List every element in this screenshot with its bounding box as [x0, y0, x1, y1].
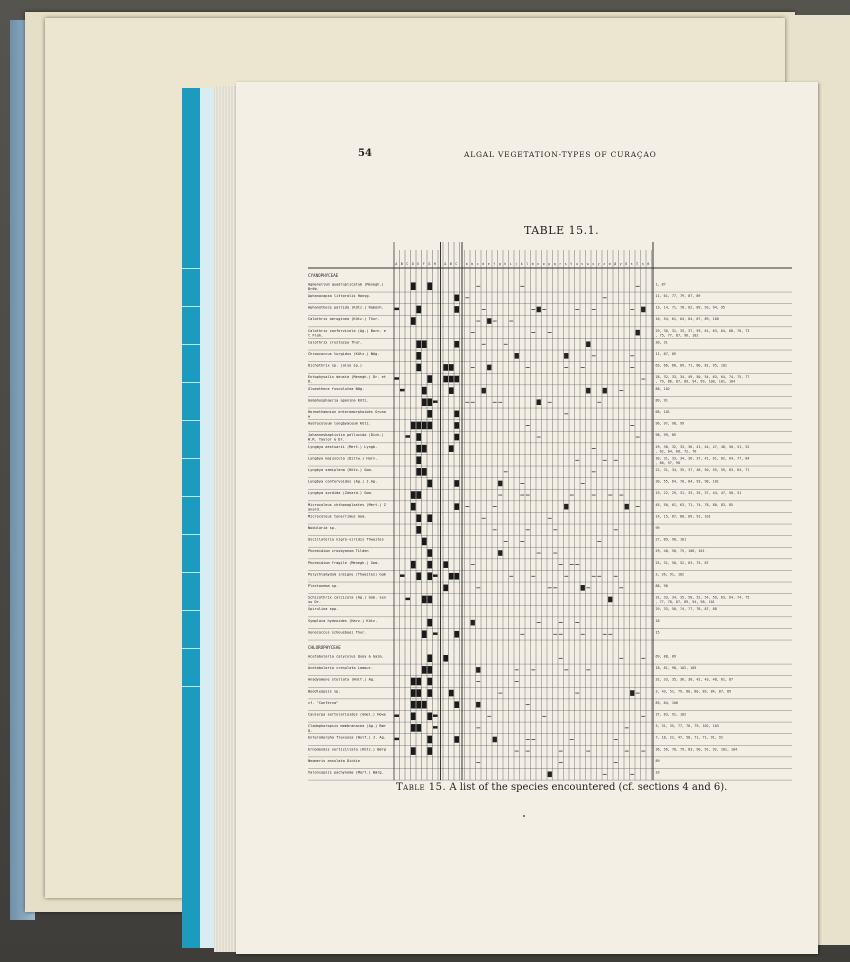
station-numbers-cont: , 79, 86, 87, 89, 94, 99, 100, 101, 104 [655, 379, 736, 384]
caption-text: A list of the species encountered (cf. sections 4 and 6). [449, 782, 728, 793]
column-header-label: A [395, 262, 398, 266]
abundance-mark [422, 596, 427, 604]
index-tab-strip-light [200, 88, 214, 948]
abundance-mark [416, 352, 421, 360]
abundance-mark [449, 376, 454, 383]
station-numbers: 45, 50, 61, 63, 71, 74, 78, 80, 83, 85 [655, 502, 734, 507]
abundance-mark [515, 353, 519, 359]
column-header-label: q [553, 262, 556, 266]
presence-mark [406, 435, 411, 438]
abundance-mark [416, 689, 421, 697]
running-head: ALGAL VEGETATION-TYPES OF CURAÇAO [464, 150, 657, 159]
abundance-mark [443, 655, 448, 662]
abundance-mark [537, 307, 541, 313]
abundance-mark [476, 702, 480, 708]
column-header-label: l [526, 262, 529, 266]
station-numbers: 33 [655, 770, 660, 775]
abundance-mark [454, 701, 459, 708]
abundance-mark [416, 701, 421, 709]
species-name: Calothrix confervicola (Ag.) Born. e [308, 328, 386, 333]
column-header-label: e [487, 262, 490, 266]
species-name: Schizothrix calcicola (Ag.) Gom. sen [308, 595, 386, 600]
station-numbers: 15 [655, 630, 660, 635]
presence-mark [433, 714, 438, 717]
species-name: Phormidium fragile (Menegh.) Gom. [308, 560, 380, 565]
abundance-mark [422, 630, 427, 638]
abundance-mark [427, 619, 432, 627]
abundance-mark [630, 690, 634, 696]
abundance-mark [416, 514, 421, 522]
station-numbers: 31, 33, 34, 35, 50, 52, 54, 59, 63, 64, 74, 75 [655, 595, 750, 600]
column-header-label: n [537, 262, 540, 266]
abundance-mark [422, 398, 427, 406]
species-name: Gloeothece fuscolutea Näg. [308, 386, 365, 391]
abundance-mark [454, 306, 459, 313]
presence-mark [433, 726, 438, 729]
abundance-mark [427, 282, 432, 290]
species-author: . [308, 751, 311, 756]
column-header-label: u [575, 262, 578, 266]
column-header-label: B [449, 262, 452, 266]
abundance-mark [411, 561, 416, 569]
species-author: w [308, 414, 311, 419]
abundance-mark [411, 282, 416, 290]
tab-divider [182, 382, 200, 383]
station-numbers: 11, 61, 77, 79, 87, 89 [655, 294, 701, 299]
abundance-mark [625, 504, 629, 510]
column-header-label: H [433, 262, 436, 266]
station-numbers: 25, 31, 50, 52, 63, 75, 87 [655, 560, 709, 565]
abundance-mark [454, 295, 459, 302]
abundance-mark [427, 561, 432, 569]
abundance-mark [487, 318, 491, 324]
species-name: Chroococcus turgidus (Kütz.) Näg. [308, 352, 380, 357]
abundance-mark [427, 410, 432, 418]
abundance-mark [416, 678, 421, 686]
presence-mark [395, 714, 400, 717]
column-header-label: α [608, 262, 611, 266]
station-numbers: 32, 33, 35, 36, 38, 42, 43, 48, 61, 87 [655, 677, 734, 682]
abundance-mark [449, 445, 454, 452]
presence-mark [433, 574, 438, 577]
abundance-mark [427, 572, 432, 580]
abundance-mark [498, 550, 502, 556]
abundance-mark [443, 376, 448, 383]
abundance-mark [416, 491, 421, 499]
abundance-mark [443, 364, 448, 371]
column-header-label: δ [625, 262, 628, 266]
species-name: Nodularia sp. [308, 526, 337, 531]
abundance-mark [411, 747, 416, 755]
abundance-mark [454, 341, 459, 348]
station-numbers-cont: , 77, 78, 87, 89, 94, 98, 101 [655, 600, 715, 605]
station-numbers: 88, 102 [655, 386, 670, 391]
station-numbers: 18 [655, 618, 660, 623]
abundance-mark [416, 364, 421, 372]
abundance-mark [476, 667, 480, 673]
station-numbers: 19, 22, 29, 31, 33, 35, 37, 44, 47, 50, 51 [655, 491, 742, 496]
species-name: Entophysalis deusta (Menegh.) Dr. et [308, 375, 386, 380]
column-header-label: g [498, 262, 501, 266]
abundance-mark [427, 654, 432, 662]
station-numbers: 30, 55, 64, 70, 84, 93, 98, 101 [655, 479, 719, 484]
abundance-mark [454, 411, 459, 418]
species-name: Plectonema sp. [308, 584, 339, 589]
abundance-mark [482, 388, 486, 394]
column-header-label: j [515, 262, 518, 266]
species-name: Boodleopsis sp. [308, 689, 341, 694]
abundance-mark [603, 388, 607, 394]
abundance-mark [454, 376, 459, 383]
table-title: TABLE 15.1. [524, 224, 600, 237]
abundance-mark [427, 398, 432, 406]
species-name: Acetabularia calyculus Quoy & Gaim. [308, 654, 384, 659]
station-numbers: 30, 31 [655, 340, 668, 345]
column-header-label: d [482, 262, 485, 266]
species-name: Enteromorpha flexuosa (Wulf.) J. Ag. [308, 735, 386, 740]
station-numbers: 29, 48, 50, 75, 100, 101 [655, 549, 705, 554]
station-numbers: 29, 33, 50, 74, 77, 78, 87, 88 [655, 607, 717, 612]
abundance-mark [564, 504, 568, 510]
abundance-mark [427, 596, 432, 604]
tab-divider [182, 572, 200, 573]
species-name: Oscillatoria nigro-viridis Thwaites [308, 537, 384, 542]
abundance-mark [416, 572, 421, 580]
abundance-mark [454, 503, 459, 510]
station-numbers: 99 [655, 526, 660, 531]
station-numbers: 63, 66, 68, 69, 71, 80, 81, 95, 101 [655, 363, 727, 368]
species-name: Cladophoropsis membranacea (Ag.) Bør [308, 724, 386, 729]
station-numbers: 11, 87, 89 [655, 352, 676, 357]
tab-divider [182, 268, 200, 269]
abundance-mark [427, 747, 432, 755]
abundance-mark [416, 445, 421, 453]
column-header-label: A [444, 262, 447, 266]
station-numbers-cont: , 75, 77, 87, 96, 102 [655, 333, 699, 338]
column-header-label: v [581, 262, 584, 266]
abundance-mark [636, 330, 640, 336]
table-caption [396, 782, 727, 793]
abundance-mark [498, 481, 502, 487]
column-header-label: z [603, 262, 606, 266]
station-numbers: 29, 30, 31, 33, 37, 59, 61, 63, 64, 68, 70, 73 [655, 328, 750, 333]
abundance-mark [641, 307, 645, 313]
page-number: 54 [358, 148, 372, 159]
abundance-mark [422, 445, 427, 453]
species-author: Bréb. [308, 286, 319, 291]
abundance-mark [411, 503, 416, 511]
column-header-label: D [411, 262, 414, 266]
species-name: Agmenellum quadruplicatum (Menegh.) [308, 282, 384, 287]
species-name: Symploca hydnoides (Harv.) Kütz. [308, 618, 378, 623]
presence-mark [433, 632, 438, 635]
column-header-label: ε [630, 262, 633, 266]
species-name: Hormothamnion enteromorphoides Gruno [308, 410, 386, 415]
page-mark [523, 815, 525, 817]
species-table [306, 242, 796, 775]
column-header-label: w [586, 262, 589, 266]
station-numbers: 88, 98 [655, 584, 668, 589]
abundance-mark [586, 388, 590, 394]
species-name: Calothrix crustacea Thur. [308, 340, 363, 345]
abundance-mark [449, 690, 454, 697]
species-name: Johannesbaptistia pellucida (Dick.) [308, 433, 384, 438]
station-numbers: 69, 88, 89 [655, 654, 676, 659]
species-name: Lyngbya sordida (Zanard.) Gom. [308, 491, 373, 496]
abundance-mark [449, 573, 454, 580]
species-name: Phormidium crosbyanum Tilden [308, 549, 369, 554]
index-tab-strip [182, 88, 200, 948]
abundance-mark [416, 340, 421, 348]
tab-divider [182, 496, 200, 497]
column-header-label: E [417, 262, 420, 266]
species-author: D. [308, 379, 313, 384]
abundance-mark [422, 666, 427, 674]
abundance-mark [411, 422, 416, 430]
column-header-label: θ [647, 262, 650, 266]
column-header-label: ζ [636, 262, 639, 266]
abundance-mark [411, 724, 416, 732]
section-header: CHLOROPHYCEAE [308, 645, 341, 651]
abundance-mark [608, 597, 612, 603]
column-header-label: η [641, 262, 644, 266]
abundance-mark [416, 724, 421, 732]
abundance-mark [581, 585, 585, 591]
abundance-mark [416, 306, 421, 314]
station-numbers: 89, 91 [655, 398, 668, 403]
abundance-mark [427, 678, 432, 686]
tab-divider [182, 458, 200, 459]
presence-mark [395, 738, 400, 741]
abundance-mark [454, 631, 459, 638]
column-header-label: B [400, 262, 403, 266]
station-numbers: 29, 30, 32, 33, 36, 41, 44, 47, 48, 50, 51, 52 [655, 444, 750, 449]
tab-divider [182, 344, 200, 345]
species-name: Spirulina spp. [308, 607, 339, 612]
column-header-label: γ [619, 262, 622, 266]
species-name: Hydrocoleum lyngbyaceum Kütz. [308, 421, 371, 426]
species-name: Lyngbya aestuarii (Mert.) Lyngb. [308, 444, 378, 449]
species-name: Acetabularia crenulata Lamour. [308, 666, 373, 671]
column-header-label: y [597, 262, 600, 266]
column-header-label: s [564, 262, 567, 266]
abundance-mark [564, 353, 568, 359]
abundance-mark [416, 433, 421, 441]
abundance-mark [454, 422, 459, 429]
abundance-mark [427, 736, 432, 744]
abundance-mark [422, 340, 427, 348]
column-header-label: k [520, 262, 523, 266]
abundance-mark [411, 317, 416, 325]
species-name: Polychlamydum insigne (Thwaites) Gom [308, 572, 386, 577]
abundance-mark [411, 491, 416, 499]
station-numbers-cont: , 86, 97, 98 [655, 460, 680, 465]
species-name: Anadyomene stellata (Wulf.) Ag. [308, 677, 376, 682]
column-header-label: c [476, 262, 479, 266]
abundance-mark [422, 538, 427, 546]
species-author: W.R. Taylor & Dr. [308, 437, 345, 442]
column-header-label: i [509, 262, 512, 266]
abundance-mark [454, 434, 459, 441]
station-numbers: 36, 56, 70, 79, 83, 90, 91, 92, 101, 104 [655, 747, 738, 752]
book-page [236, 82, 818, 954]
abundance-mark [427, 480, 432, 488]
column-header-label: x [592, 262, 595, 266]
species-name: cf. "Conferva" [308, 700, 339, 705]
species-name: Gomphosphaeria aponina Kütz. [308, 398, 369, 403]
tab-divider [182, 648, 200, 649]
abundance-mark [586, 341, 590, 347]
species-author: g. [308, 728, 313, 733]
abundance-mark [427, 514, 432, 522]
abundance-mark [416, 468, 421, 476]
abundance-mark [427, 712, 432, 720]
caption-label: Table 15. [396, 782, 447, 793]
abundance-mark [449, 364, 454, 371]
species-name: Xenococcus schousboei Thur. [308, 630, 367, 635]
station-numbers: 96, 97, 98, 99 [655, 421, 685, 426]
species-name: Neomeris annulata Dickie [308, 758, 360, 763]
abundance-mark [548, 771, 552, 777]
presence-mark [433, 400, 438, 403]
abundance-mark [427, 666, 432, 674]
species-author: anard. [308, 507, 321, 512]
column-header-label: h [504, 262, 507, 266]
column-header-label: f [493, 262, 496, 266]
abundance-mark [411, 678, 416, 686]
abundance-mark [449, 387, 454, 394]
species-author: t Flah. [308, 333, 324, 338]
species-name: Calothrix aeruginea (Kütz.) Thur. [308, 317, 380, 322]
column-header-label: r [559, 262, 562, 266]
column-header-label: G [428, 262, 431, 266]
abundance-mark [454, 573, 459, 580]
station-numbers: 28, 32, 33, 34, 49, 50, 54, 63, 64, 74, 75, 77 [655, 375, 750, 380]
abundance-mark [443, 585, 448, 592]
abundance-mark [454, 736, 459, 743]
abundance-mark [411, 712, 416, 720]
tab-divider [182, 686, 200, 687]
abundance-mark [422, 387, 427, 395]
species-name: Microcoleus tenerrimus Gom. [308, 514, 367, 519]
abundance-mark [427, 689, 432, 697]
column-header-label: o [542, 262, 545, 266]
station-numbers: 22, 31, 34, 35, 37, 48, 50, 55, 59, 63, 64, 71 [655, 468, 750, 473]
presence-mark [395, 308, 400, 311]
column-header-label: C [455, 262, 458, 266]
tab-divider [182, 420, 200, 421]
abundance-mark [427, 422, 432, 430]
abundance-mark [471, 620, 475, 626]
column-header-label: b [471, 262, 474, 266]
tab-divider [182, 610, 200, 611]
species-name: Valoniopsis pachynema (Mart.) Børg. [308, 770, 384, 775]
species-name: Microcoleus chthonoplastes (Mert.) Z [308, 502, 386, 507]
species-name: Ernodesmis verticillata (Kütz.) Børg [308, 747, 386, 752]
abundance-mark [443, 561, 448, 568]
abundance-mark [416, 456, 421, 464]
species-name: Lyngbya semiplena (Kütz.) Gom. [308, 468, 373, 473]
station-numbers: 68, 101 [655, 410, 670, 415]
station-numbers: 18, 81, 98, 102, 105 [655, 666, 697, 671]
abundance-mark [416, 422, 421, 430]
tab-divider [182, 534, 200, 535]
abundance-mark [454, 480, 459, 487]
station-numbers: 16, 54, 61, 64, 84, 87, 89, 100 [655, 317, 719, 322]
species-name: Aphanocapsa littoralis Hansg. [308, 294, 371, 299]
column-header-label: m [531, 262, 534, 266]
station-numbers: 3, 31, 35, 77, 78, 79, 102, 103 [655, 724, 719, 729]
abundance-mark [493, 737, 497, 743]
abundance-mark [537, 399, 541, 405]
abundance-mark [422, 468, 427, 476]
species-author: . [308, 576, 311, 581]
abundance-mark [411, 701, 416, 709]
species-name: Lyngbya majuscula (Dillw.) Harv. [308, 456, 378, 461]
species-author: su Dr. [308, 600, 321, 605]
species-name: Aphanothece pallida (Kütz.) Rabenh. [308, 305, 384, 310]
station-numbers: 3, 26, 91, 102 [655, 572, 685, 577]
abundance-mark [427, 375, 432, 383]
tab-divider [182, 306, 200, 307]
abundance-mark [411, 689, 416, 697]
station-numbers: 7, 18, 22, 47, 58, 71, 71, 91, 92 [655, 735, 723, 740]
presence-mark [406, 598, 411, 601]
presence-mark [400, 389, 405, 392]
station-numbers: 89 [655, 758, 660, 763]
station-numbers: 3, 43, 51, 79, 80, 80, 83, 84, 87, 89 [655, 689, 732, 694]
column-header-label: F [422, 262, 425, 266]
column-header-label: p [548, 262, 551, 266]
station-numbers: 37, 83, 91, 102 [655, 712, 687, 717]
abundance-mark [422, 701, 427, 709]
station-numbers: 1, 87 [655, 282, 666, 287]
station-numbers-cont: , 62, 64, 68, 72, 76 [655, 449, 697, 454]
station-numbers: 27, 89, 98, 101 [655, 537, 687, 542]
station-numbers: 83, 84, 100 [655, 700, 678, 705]
presence-mark [400, 574, 405, 577]
section-header: CYANOPHYCEAE [308, 273, 339, 278]
station-numbers: 98, 99, 89 [655, 433, 676, 438]
station-numbers: 14, 15, 87, 88, 89, 91, 101 [655, 514, 711, 519]
station-numbers: 13, 14, 71, 78, 82, 89, 93, 94, 95 [655, 305, 725, 310]
column-header-label: t [570, 262, 573, 266]
abundance-mark [422, 422, 427, 430]
abundance-mark [416, 526, 421, 534]
station-numbers: 30, 31, 33, 34, 36, 37, 41, 61, 62, 64, 77, 84 [655, 456, 750, 461]
species-name: Lyngbya confervoides (Ag.) J.Ag. [308, 479, 378, 484]
column-header-label: C [406, 262, 409, 266]
column-header-label: a [465, 262, 468, 266]
column-header-label: β [614, 262, 617, 266]
abundance-mark [487, 365, 491, 371]
abundance-mark [427, 549, 432, 557]
presence-mark [395, 377, 400, 380]
species-name: Dichothrix sp. (also sp.) [308, 363, 363, 368]
species-name: Caulerpa sertularioides (Gmel.) Howe [308, 712, 386, 717]
